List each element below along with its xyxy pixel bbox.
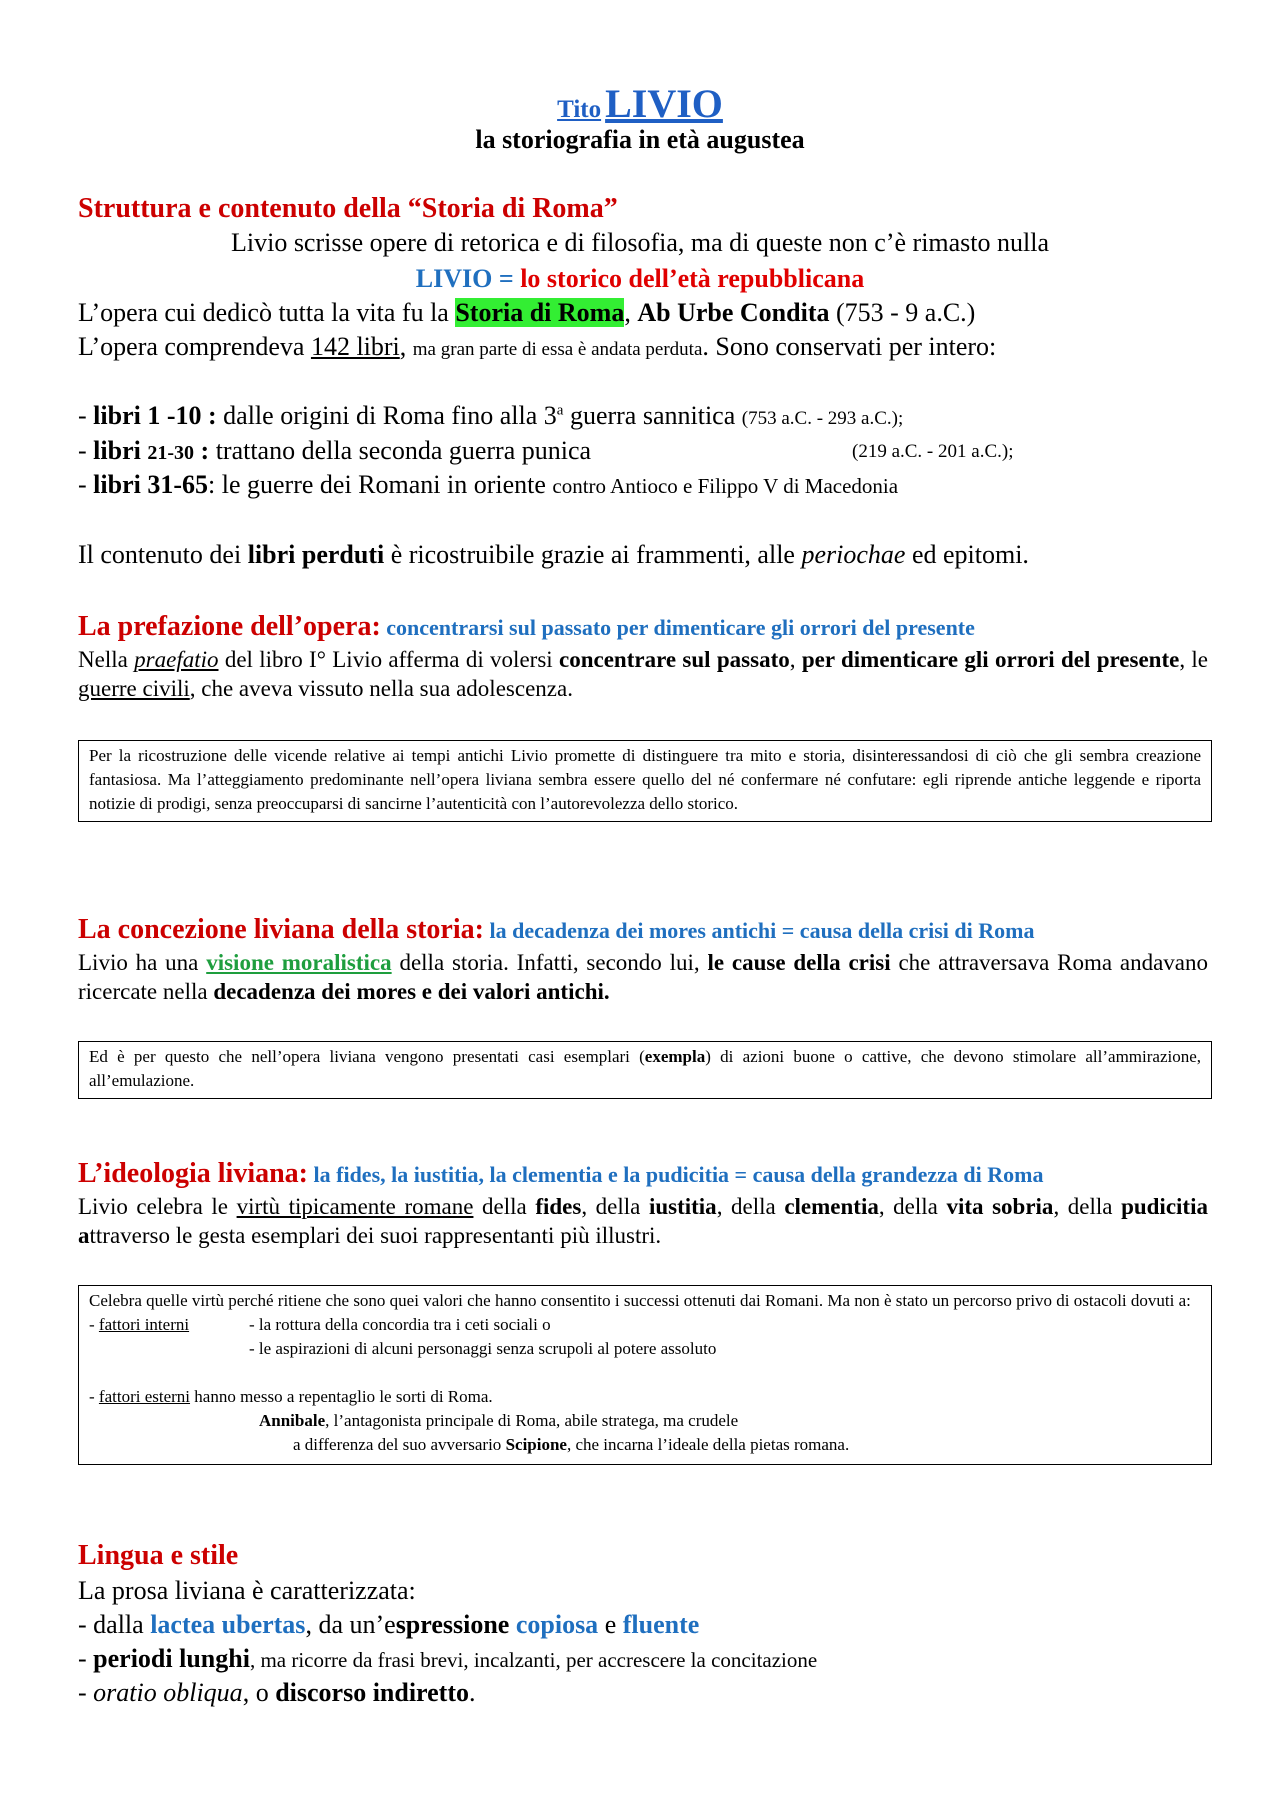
- dash: -: [78, 470, 94, 499]
- box-text: Ed è per questo che nell’opera liviana vengono presentati casi esemplari (: [89, 1047, 645, 1066]
- line2-end: . Sono conservati per intero:: [702, 332, 997, 361]
- page-title: [0, 80, 1280, 127]
- annibale-row: [89, 1409, 1201, 1433]
- iustitia: iustitia: [648, 1194, 717, 1219]
- book-text: trattano della seconda guerra punica: [209, 436, 592, 465]
- libri-perduti: libri perduti: [247, 540, 385, 569]
- dash: -: [78, 1644, 94, 1673]
- p-text: , che aveva vissuto nella sua adolescenza.: [189, 676, 573, 701]
- book-extra: contro Antioco e Filippo V di Macedonia: [552, 474, 899, 498]
- section3-box: [78, 1041, 1212, 1099]
- line1-text: L’opera cui dedicò tutta la vita fu la: [78, 298, 456, 327]
- style-line-1: [78, 1610, 699, 1640]
- ab-urbe-condita: Ab Urbe Condita: [637, 298, 830, 327]
- title-first-name: Tito: [557, 96, 602, 123]
- visione-moralistica: visione moralistica: [206, 950, 392, 975]
- discorso-indiretto: discorso indiretto: [275, 1678, 469, 1707]
- dash: -: [89, 1315, 99, 1334]
- scipione-text: a differenza del suo avversario: [293, 1435, 506, 1454]
- book-range: libri 31-65: [93, 470, 209, 499]
- p-text: Livio celebra le: [78, 1194, 237, 1219]
- dash: -: [78, 1678, 94, 1707]
- section3-heading-red: La concezione liviana della storia:: [78, 914, 484, 945]
- book-line-2-dates: (219 a.C. - 201 a.C.);: [852, 441, 1014, 462]
- section2-heading-red: La prefazione dell’opera:: [78, 611, 381, 642]
- p-text: , della: [878, 1194, 947, 1219]
- 142-libri: 142 libri: [310, 332, 400, 361]
- periodi-lunghi: periodi lunghi: [93, 1644, 250, 1673]
- section3-heading-blue: la decadenza dei mores antichi = causa della crisi di Roma: [483, 918, 1035, 943]
- line1-comma: ,: [624, 298, 638, 327]
- scipione-row: [89, 1433, 1201, 1457]
- p-bold: per dimenticare gli orrori del presente: [801, 647, 1180, 672]
- periochae: periochae: [801, 540, 906, 569]
- p-text: Nella: [78, 647, 135, 672]
- dash: -: [78, 401, 94, 430]
- book-colon: :: [194, 436, 210, 465]
- line2-small: ma gran parte di essa è andata perduta: [412, 339, 703, 360]
- p-text: , della: [1053, 1194, 1122, 1219]
- livio-label: LIVIO =: [415, 264, 514, 293]
- lost-end: ed epitomi.: [905, 540, 1029, 569]
- scipione-text2: , che incarna l’ideale della pietas romana.: [566, 1435, 850, 1454]
- section4-box: [78, 1285, 1212, 1465]
- fides: fides: [535, 1194, 582, 1219]
- section1-livio-line: [0, 264, 1280, 294]
- p-text: ttraverso le gesta esemplari dei suoi rappresentanti più illustri.: [89, 1223, 662, 1248]
- virtu-romane: virtù tipicamente romane: [236, 1194, 474, 1219]
- dash: -: [89, 1387, 99, 1406]
- box-spacer: [89, 1361, 1201, 1385]
- section4-heading-blue: la fides, la iustitia, la clementia e la pudicitia = causa della grandezza di Roma: [308, 1162, 1044, 1187]
- section2-heading-blue: concentrarsi sul passato per dimenticare gli orrori del presente: [380, 615, 975, 640]
- book-text: : le guerre dei Romani in oriente: [208, 470, 553, 499]
- periodi-text: , ma ricorre da frasi brevi, incalzanti, per accrescere la concitazione: [249, 1648, 818, 1672]
- pudicitia: pudicitia a: [78, 1194, 1208, 1248]
- book-line-2: [78, 436, 591, 466]
- p-text: Livio ha una: [78, 950, 207, 975]
- p-text: ,: [789, 647, 802, 672]
- fattori-interni: fattori interni: [98, 1315, 190, 1334]
- p-text: , della: [716, 1194, 785, 1219]
- espressione: spressione: [395, 1610, 510, 1639]
- p-bold: le cause della crisi: [707, 950, 891, 975]
- section1-line2: [78, 332, 996, 362]
- p-text: che attraversava Roma andavano ricercate nella: [78, 950, 1208, 1004]
- section1-line1: [78, 298, 975, 328]
- title-last-name: LIVIO: [605, 81, 723, 126]
- fluente: fluente: [622, 1610, 700, 1639]
- section4-heading-red: L’ideologia liviana:: [78, 1158, 309, 1189]
- praefatio: praefatio: [134, 647, 219, 672]
- lost-books-line: [78, 540, 1029, 570]
- section2-paragraph: [78, 645, 1208, 703]
- p-text: , o: [242, 1678, 276, 1707]
- page-subtitle: la storiografia in età augustea: [475, 125, 805, 154]
- book-line-3: [78, 470, 898, 500]
- p-text: , da un’e: [305, 1610, 396, 1639]
- book-dates: (753 a.C. - 293 a.C.);: [741, 408, 904, 429]
- internal-factor-2: - le aspirazioni di alcuni personaggi senza scrupoli al potere assoluto: [249, 1339, 717, 1358]
- annibale: Annibale: [259, 1411, 326, 1430]
- section5-heading: Lingua e stile: [78, 1540, 239, 1571]
- fattori-esterni: fattori esterni: [98, 1387, 191, 1406]
- line2-text: L’opera comprendeva: [78, 332, 311, 361]
- section5-intro: La prosa liviana è caratterizzata:: [78, 1576, 416, 1605]
- p-text: del libro I° Livio afferma di volersi: [218, 647, 559, 672]
- style-line-2: [78, 1644, 817, 1674]
- scipione: Scipione: [505, 1435, 567, 1454]
- p-text: della storia. Infatti, secondo lui,: [391, 950, 708, 975]
- section2-heading: [78, 611, 975, 643]
- p-text: , della: [581, 1194, 649, 1219]
- line2-comma: ,: [399, 332, 413, 361]
- ordinal-sup: a: [556, 402, 564, 419]
- lost-text2: è ricostruibile grazie ai frammenti, alle: [384, 540, 802, 569]
- book-line-1: [78, 401, 903, 431]
- lost-text: Il contenuto dei: [78, 540, 248, 569]
- internal-factor-1: - la rottura della concordia tra i ceti sociali o: [249, 1315, 551, 1334]
- book-range-small: 21-30: [147, 442, 195, 464]
- period: .: [468, 1678, 476, 1707]
- section4-paragraph: [78, 1192, 1208, 1250]
- book-range: libri: [93, 436, 148, 465]
- external-text: hanno messo a repentaglio le sorti di Roma.: [190, 1387, 493, 1406]
- p-text: , le: [1179, 647, 1208, 672]
- p-text: della: [473, 1194, 536, 1219]
- oratio-obliqua: oratio obliqua: [93, 1678, 243, 1707]
- box-text: ) di azioni buone o cattive, che devono stimolare all’ammirazione, all’emulazione.: [89, 1047, 1202, 1090]
- style-line-3: [78, 1678, 475, 1708]
- book-text2: guerra sannitica: [563, 401, 742, 430]
- livio-desc: lo storico dell’età repubblicana: [513, 264, 865, 293]
- section1-intro: Livio scrisse opere di retorica e di filosofia, ma di queste non c’è rimasto nulla: [230, 228, 1050, 257]
- exempla: exempla: [644, 1047, 706, 1066]
- book-text: dalle origini di Roma fino alla 3: [216, 401, 557, 430]
- book-range: libri 1 -10 :: [93, 401, 217, 430]
- vita-sobria: vita sobria: [946, 1194, 1054, 1219]
- copiosa: copiosa: [515, 1610, 599, 1639]
- clementia: clementia: [784, 1194, 879, 1219]
- dash: -: [78, 436, 94, 465]
- line1-dates: (753 - 9 a.C.): [829, 298, 976, 327]
- box-intro: Celebra quelle virtù perché ritiene che sono quei valori che hanno consentito i successi ottenuti dai Romani. Ma non è stato un percorso privo di ostacoli dovuti a:: [89, 1291, 1191, 1310]
- storia-di-roma-highlight: Storia di Roma: [455, 298, 625, 327]
- section2-box: Per la ricostruzione delle vicende relative ai tempi antichi Livio promette di distinguere tra mito e storia, disinteressandosi di ciò che gli sembra creazione fantasiosa. Ma l’atteggiamento predominante nell’opera liviana sembra essere quello del né confermare né confutare: egli riprende antiche leggende e riporta notizie di prodigi, senza preoccuparsi di sancirne l’autenticità con l’autorevolezza dello storico.: [78, 740, 1212, 822]
- p-bold: concentrare sul passato: [559, 647, 790, 672]
- guerre-civili: guerre civili: [78, 676, 190, 701]
- p-bold: decadenza dei mores e dei valori antichi.: [213, 979, 610, 1004]
- internal-factors-row: [89, 1313, 1201, 1337]
- section1-heading: Struttura e contenuto della “Storia di Roma”: [78, 193, 618, 224]
- section3-heading: [78, 914, 1034, 946]
- external-factors-row: [89, 1385, 1201, 1409]
- lactea-ubertas: lactea ubertas: [150, 1610, 306, 1639]
- p-text: e: [598, 1610, 623, 1639]
- section4-heading: [78, 1158, 1043, 1190]
- p-text: - dalla: [78, 1610, 151, 1639]
- annibale-text: , l’antagonista principale di Roma, abile stratega, ma crudele: [325, 1411, 739, 1430]
- section3-paragraph: [78, 948, 1208, 1006]
